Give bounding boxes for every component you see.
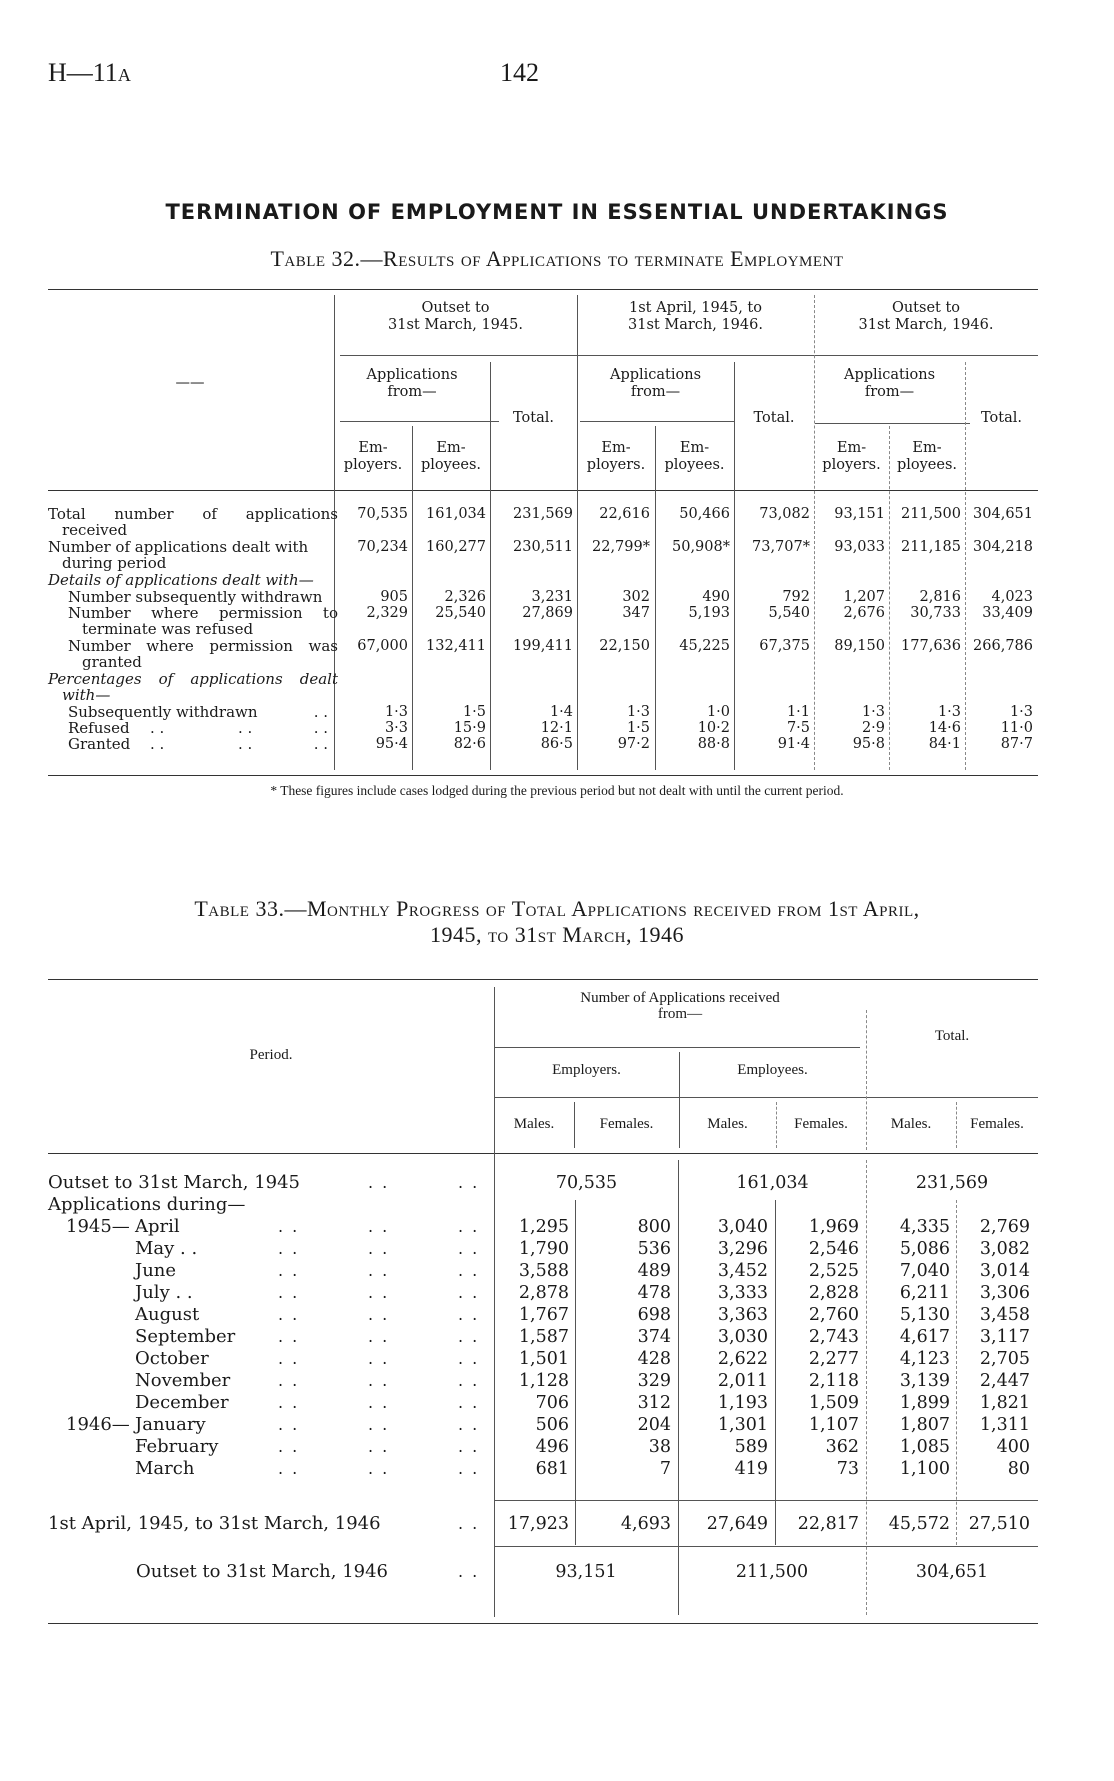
period-column-header: Period. <box>249 1047 293 1063</box>
period-total-ee-m: 27,649 <box>706 1514 768 1534</box>
table-32-cell: 93,151 <box>834 506 885 522</box>
table-32-cell: 3,231 <box>531 589 573 605</box>
table-32-cell: 27,869 <box>522 605 573 621</box>
month-cell-ee-m: 589 <box>734 1437 768 1457</box>
table-32-cell: 211,500 <box>901 506 961 522</box>
employees-header: Em- ployees. <box>896 440 958 473</box>
month-label: June <box>135 1260 177 1281</box>
month-cell-tot-f: 3,082 <box>979 1239 1030 1259</box>
month-cell-emp-m: 3,588 <box>518 1261 569 1281</box>
table-32-cell: 33,409 <box>982 605 1033 621</box>
month-cell-ee-f: 362 <box>825 1437 859 1457</box>
month-cell-ee-f: 73 <box>836 1459 859 1479</box>
table-32-cell: 5,193 <box>688 605 730 621</box>
month-cell-ee-m: 419 <box>734 1459 768 1479</box>
table-32-cell: 304,651 <box>973 506 1033 522</box>
table-32-cell: 22,150 <box>599 638 650 654</box>
month-label: January <box>135 1414 206 1435</box>
table-32-cell: 97·2 <box>617 736 650 752</box>
row-label-total-received: Total number of applications received <box>48 505 338 539</box>
females-header: Females. <box>970 1116 1024 1132</box>
table-32-cell: 3·3 <box>384 720 408 736</box>
page-number: 142 <box>500 58 539 87</box>
table-32-cell: 161,034 <box>426 506 486 522</box>
applications-group-header: Number of Applications received from— <box>580 990 780 1022</box>
month-cell-emp-m: 1,501 <box>518 1349 569 1369</box>
table-32-cell: 347 <box>622 605 650 621</box>
outset-1946-employees: 211,500 <box>735 1562 809 1582</box>
table-32-cell: 70,234 <box>357 539 408 555</box>
table-32-cell: 199,411 <box>513 638 573 654</box>
month-cell-emp-m: 681 <box>535 1459 569 1479</box>
table-32-cell: 1·4 <box>549 704 573 720</box>
table-32-cell: 905 <box>380 589 408 605</box>
month-cell-emp-f: 204 <box>637 1415 671 1435</box>
month-cell-ee-m: 3,333 <box>717 1283 768 1303</box>
table-33-title-line1: Table 33.—Monthly Progress of Total Applications received from 1st April, <box>194 896 920 921</box>
table-32-cell: 302 <box>622 589 650 605</box>
month-cell-emp-f: 536 <box>637 1239 671 1259</box>
month-cell-tot-f: 3,458 <box>979 1305 1030 1325</box>
month-label: February <box>135 1436 219 1457</box>
females-header: Females. <box>599 1116 654 1132</box>
month-cell-ee-m: 2,011 <box>717 1371 768 1391</box>
month-cell-ee-m: 3,040 <box>717 1217 768 1237</box>
month-label: April <box>135 1216 180 1237</box>
males-header: Males. <box>513 1116 555 1132</box>
month-cell-emp-f: 428 <box>637 1349 671 1369</box>
month-cell-tot-f: 2,769 <box>979 1217 1030 1237</box>
month-cell-emp-m: 2,878 <box>518 1283 569 1303</box>
table-32-cell: 50,908* <box>672 539 730 555</box>
females-header: Females. <box>794 1116 848 1132</box>
applications-during-label: Applications during— <box>48 1194 246 1215</box>
row-label-pct-refused: Refused . . . . . . <box>68 719 328 737</box>
total-header: Total. <box>753 410 795 426</box>
applications-from-header: Applications from— <box>366 367 458 400</box>
section-title: TERMINATION OF EMPLOYMENT IN ESSENTIAL UNDERTAKINGS <box>165 200 949 224</box>
table-32-cell: 2,329 <box>366 605 408 621</box>
table-32-cell: 73,707* <box>752 539 810 555</box>
month-cell-tot-m: 5,130 <box>899 1305 950 1325</box>
outset-1946-employers: 93,151 <box>555 1562 617 1582</box>
month-cell-tot-m: 1,807 <box>899 1415 950 1435</box>
table-32-cell: 5,540 <box>768 605 810 621</box>
table-32-cell: 84·1 <box>928 736 961 752</box>
month-cell-tot-f: 2,447 <box>979 1371 1030 1391</box>
month-cell-emp-m: 1,128 <box>518 1371 569 1391</box>
month-cell-tot-f: 400 <box>996 1437 1030 1457</box>
month-cell-ee-m: 1,301 <box>717 1415 768 1435</box>
month-cell-tot-m: 4,123 <box>899 1349 950 1369</box>
table-32-cell: 89,150 <box>834 638 885 654</box>
table-32-cell: 95·8 <box>852 736 885 752</box>
month-cell-tot-m: 4,335 <box>899 1217 950 1237</box>
month-label: November <box>135 1370 231 1391</box>
table-32-cell: 10·2 <box>697 720 730 736</box>
table-32-cell: 73,082 <box>759 506 810 522</box>
table-32-cell: 1·3 <box>384 704 408 720</box>
month-cell-tot-f: 1,311 <box>979 1415 1030 1435</box>
table-32-cell: 1·3 <box>1009 704 1033 720</box>
month-cell-ee-f: 2,118 <box>808 1371 859 1391</box>
month-cell-emp-f: 38 <box>648 1437 671 1457</box>
table-32-cell: 30,733 <box>910 605 961 621</box>
month-cell-ee-f: 1,509 <box>808 1393 859 1413</box>
employers-group-header: Employers. <box>552 1062 621 1078</box>
row-label-details-heading: Details of applications dealt with— <box>48 571 314 589</box>
table-32-cell: 177,636 <box>901 638 961 654</box>
stub-header: —— <box>175 375 205 391</box>
row-label-granted: Number where permission was granted <box>68 637 338 671</box>
row-label-pct-granted: Granted . . . . . . <box>68 735 328 753</box>
table-32-cell: 1·3 <box>861 704 885 720</box>
table-32-cell: 1·0 <box>706 704 730 720</box>
period-total-tot-f: 27,510 <box>968 1514 1030 1534</box>
table-32-cell: 86·5 <box>540 736 573 752</box>
table-32-cell: 4,023 <box>991 589 1033 605</box>
month-cell-ee-f: 2,760 <box>808 1305 859 1325</box>
table-32-cell: 792 <box>782 589 810 605</box>
period-header-1: Outset to 31st March, 1945. <box>388 300 523 333</box>
total-group-header: Total. <box>934 1028 970 1044</box>
table-32-cell: 231,569 <box>513 506 573 522</box>
month-cell-tot-m: 1,100 <box>899 1459 950 1479</box>
month-cell-tot-f: 3,117 <box>979 1327 1030 1347</box>
outset-1945-employers: 70,535 <box>555 1173 618 1193</box>
males-header: Males. <box>890 1116 932 1132</box>
table-32-footnote: * These figures include cases lodged during the previous period but not dealt with until the current period. <box>270 783 844 798</box>
month-cell-tot-f: 3,014 <box>979 1261 1030 1281</box>
month-cell-emp-f: 7 <box>659 1459 671 1479</box>
month-cell-emp-m: 496 <box>535 1437 569 1457</box>
table-32-cell: 82·6 <box>453 736 486 752</box>
month-cell-ee-f: 2,525 <box>808 1261 859 1281</box>
table-32-cell: 14·6 <box>928 720 961 736</box>
table-32-cell: 12·1 <box>540 720 573 736</box>
month-label: May . . <box>135 1238 198 1259</box>
month-cell-tot-f: 3,306 <box>979 1283 1030 1303</box>
month-cell-tot-f: 2,705 <box>979 1349 1030 1369</box>
table-32-cell: 25,540 <box>435 605 486 621</box>
month-label: March <box>135 1458 195 1479</box>
month-cell-ee-m: 3,296 <box>717 1239 768 1259</box>
period-total-ee-f: 22,817 <box>797 1514 859 1534</box>
period-header-2: 1st April, 1945, to 31st March, 1946. <box>628 300 763 333</box>
table-32-cell: 22,799* <box>592 539 650 555</box>
period-total-emp-f: 4,693 <box>620 1514 671 1534</box>
table-32-title: Table 32.—Results of Applications to terminate Employment <box>270 246 844 271</box>
month-cell-tot-m: 7,040 <box>899 1261 950 1281</box>
table-32-cell: 1,207 <box>843 589 885 605</box>
month-cell-emp-m: 706 <box>535 1393 569 1413</box>
month-cell-ee-f: 2,828 <box>808 1283 859 1303</box>
table-32-cell: 67,000 <box>357 638 408 654</box>
row-label-withdrawn: Number subsequently withdrawn <box>68 588 323 606</box>
outset-1946-total: 304,651 <box>915 1562 989 1582</box>
month-cell-ee-m: 1,193 <box>717 1393 768 1413</box>
table-32-cell: 132,411 <box>426 638 486 654</box>
month-label: August <box>135 1304 200 1325</box>
employers-header: Em- ployers. <box>586 440 646 473</box>
table-32-cell: 1·1 <box>786 704 810 720</box>
month-cell-ee-f: 2,277 <box>808 1349 859 1369</box>
employers-header: Em- ployers. <box>343 440 403 473</box>
month-cell-emp-m: 1,790 <box>518 1239 569 1259</box>
month-cell-tot-m: 1,899 <box>899 1393 950 1413</box>
table-32-cell: 2,816 <box>919 589 961 605</box>
table-32-cell: 67,375 <box>759 638 810 654</box>
month-cell-ee-m: 2,622 <box>717 1349 768 1369</box>
table-32-cell: 1·5 <box>626 720 650 736</box>
table-32-cell: 160,277 <box>426 539 486 555</box>
month-label: September <box>135 1326 236 1347</box>
month-cell-ee-m: 3,030 <box>717 1327 768 1347</box>
total-header: Total. <box>513 410 554 426</box>
row-label-outset-1945: Outset to 31st March, 1945 <box>48 1172 301 1193</box>
row-label-outset-1946: Outset to 31st March, 1946 <box>136 1561 389 1582</box>
males-header: Males. <box>707 1116 748 1132</box>
month-cell-tot-m: 4,617 <box>899 1327 950 1347</box>
employees-header: Em- ployees. <box>664 440 725 473</box>
table-32-cell: 230,511 <box>513 539 573 555</box>
period-header-3: Outset to 31st March, 1946. <box>858 300 994 333</box>
table-32-cell: 2·9 <box>861 720 885 736</box>
table-32-cell: 88·8 <box>697 736 730 752</box>
table-32-cell: 2,676 <box>843 605 885 621</box>
document-series-code: H—11A <box>48 58 131 87</box>
table-32-cell: 304,218 <box>973 539 1033 555</box>
table-32-cell: 50,466 <box>679 506 730 522</box>
month-year-label: 1945— <box>66 1216 130 1237</box>
month-cell-tot-m: 5,086 <box>899 1239 950 1259</box>
month-cell-tot-f: 80 <box>1007 1459 1030 1479</box>
month-cell-tot-m: 6,211 <box>899 1283 950 1303</box>
month-cell-ee-f: 1,107 <box>808 1415 859 1435</box>
table-32-cell: 490 <box>702 589 730 605</box>
month-year-label: 1946— <box>66 1414 130 1435</box>
table-32-cell: 1·3 <box>937 704 961 720</box>
applications-from-header: Applications from— <box>609 367 702 400</box>
month-cell-ee-f: 1,969 <box>808 1217 859 1237</box>
table-32-cell: 93,033 <box>834 539 885 555</box>
outset-1945-employees: 161,034 <box>736 1173 809 1193</box>
month-cell-tot-m: 3,139 <box>899 1371 950 1391</box>
table-32-cell: 87·7 <box>1000 736 1033 752</box>
table-32-cell: 15·9 <box>453 720 486 736</box>
month-cell-tot-m: 1,085 <box>899 1437 950 1457</box>
table-32-cell: 1·5 <box>462 704 486 720</box>
month-label: October <box>135 1348 209 1369</box>
month-label: July . . <box>135 1282 193 1303</box>
table-32-cell: 45,225 <box>679 638 730 654</box>
month-cell-emp-f: 374 <box>637 1327 671 1347</box>
month-cell-emp-f: 698 <box>637 1305 671 1325</box>
employees-group-header: Employees. <box>737 1062 808 1078</box>
table-32-cell: 22,616 <box>599 506 650 522</box>
month-cell-emp-f: 489 <box>637 1261 671 1281</box>
row-label-percentages-heading: Percentages of applications dealt with— <box>48 670 338 704</box>
month-cell-emp-f: 329 <box>637 1371 671 1391</box>
month-cell-emp-f: 800 <box>637 1217 671 1237</box>
table-32-cell: 91·4 <box>777 736 810 752</box>
month-cell-tot-f: 1,821 <box>979 1393 1030 1413</box>
table-32-cell: 266,786 <box>973 638 1033 654</box>
row-label-dealt-with: Number of applications dealt with during period <box>48 538 309 572</box>
month-cell-emp-m: 1,295 <box>518 1217 569 1237</box>
table-32-cell: 2,326 <box>444 589 486 605</box>
table-33-title-line2: 1945, to 31st March, 1946 <box>430 922 684 947</box>
month-cell-emp-f: 312 <box>637 1393 671 1413</box>
month-cell-ee-m: 3,452 <box>717 1261 768 1281</box>
month-cell-emp-m: 1,767 <box>518 1305 569 1325</box>
period-total-tot-m: 45,572 <box>888 1514 950 1534</box>
month-cell-ee-f: 2,743 <box>808 1327 859 1347</box>
row-label-period-total: 1st April, 1945, to 31st March, 1946 <box>48 1513 381 1534</box>
total-header: Total. <box>981 410 1022 426</box>
applications-from-header: Applications from— <box>843 367 936 400</box>
table-32-cell: 211,185 <box>901 539 961 555</box>
table-32-cell: 11·0 <box>1000 720 1033 736</box>
employers-header: Em- ployers. <box>822 440 881 473</box>
table-32-cell: 70,535 <box>357 506 408 522</box>
table-32-cell: 95·4 <box>375 736 408 752</box>
month-cell-ee-f: 2,546 <box>808 1239 859 1259</box>
row-label-pct-withdrawn: Subsequently withdrawn . . <box>68 703 328 721</box>
month-cell-ee-m: 3,363 <box>717 1305 768 1325</box>
month-cell-emp-f: 478 <box>637 1283 671 1303</box>
employees-header: Em- ployees. <box>420 440 482 473</box>
row-label-refused: Number where permission to terminate was refused <box>68 604 338 638</box>
table-32-cell: 7·5 <box>786 720 810 736</box>
period-total-emp-m: 17,923 <box>507 1514 569 1534</box>
table-32-cell: 1·3 <box>626 704 650 720</box>
month-cell-emp-m: 506 <box>535 1415 569 1435</box>
outset-1945-total: 231,569 <box>915 1173 989 1193</box>
month-label: December <box>135 1392 229 1413</box>
month-cell-emp-m: 1,587 <box>518 1327 569 1347</box>
